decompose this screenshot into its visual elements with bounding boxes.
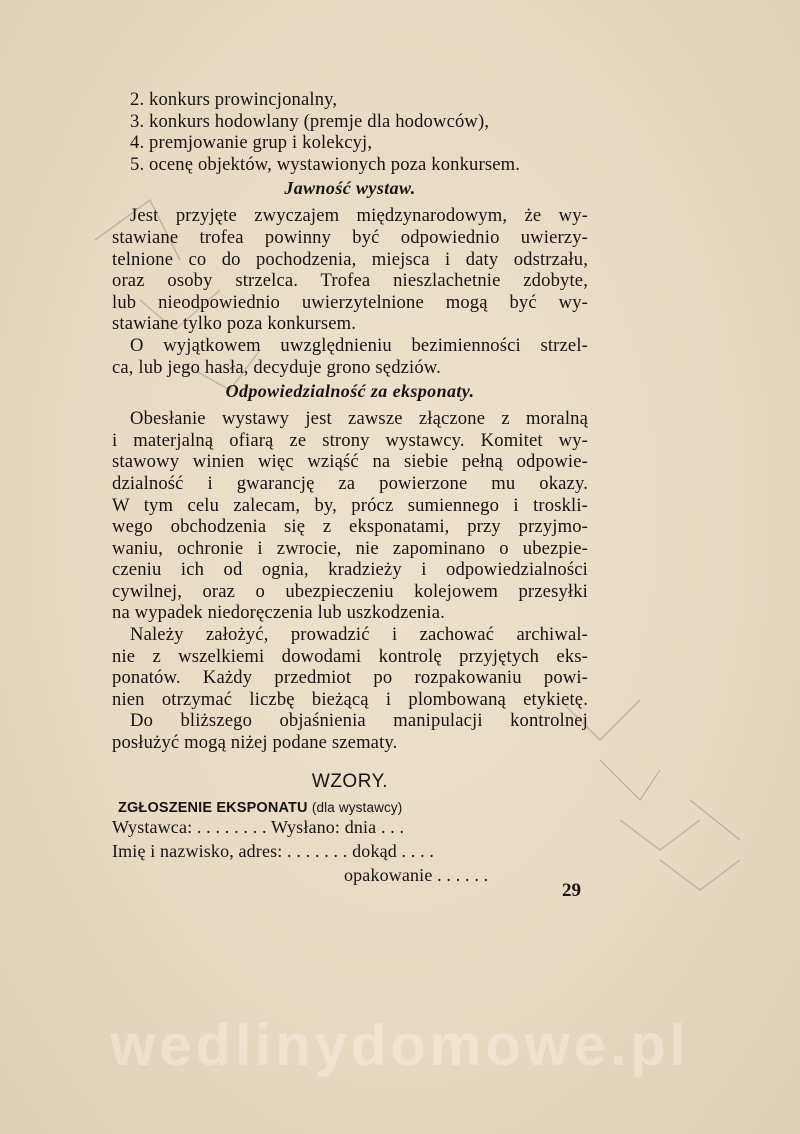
form-line-adres: Imię i nazwisko, adres: . . . . . . . dokąd . . . .	[112, 840, 435, 861]
paragraph-line: telnione co do pochodzenia, miejsca i daty odstrzału,	[112, 248, 588, 270]
paragraph-line: Jest przyjęte zwyczajem międzynarodowym, że wy-	[130, 205, 588, 227]
form-line-opakowanie: opakowanie . . . . . .	[344, 864, 489, 885]
paragraph-line: czeniu ich od ognia, kradzieży i odpowiedzialności	[112, 559, 588, 581]
paragraph-line: ca, lub jego hasła, decyduje grono sędziów.	[112, 356, 441, 378]
paragraph-line: O wyjątkowem uwzględnieniu bezimienności strzel-	[130, 334, 588, 356]
form-line-wystawca: Wystawca: . . . . . . . . Wysłano: dnia . . .	[112, 816, 405, 837]
paragraph-line: Do bliższego objaśnienia manipulacji kontrolnej	[130, 710, 588, 732]
paragraph-line: ponatów. Każdy przedmiot po rozpakowaniu powi-	[112, 667, 588, 689]
paragraph-line: cywilnej, oraz o ubezpieczeniu kolejowem przesyłki	[112, 580, 588, 602]
paragraph-line: nien otrzymać liczbę bieżącą i plombowaną etykietę.	[112, 688, 588, 710]
paragraph-line: stawiane tylko poza konkursem.	[112, 313, 357, 335]
paragraph-line: na wypadek niedoręczenia lub uszkodzenia.	[112, 602, 445, 624]
paragraph-line: oraz osoby strzelca. Trofea nieszlachetnie zdobyte,	[112, 270, 588, 292]
section-heading-jawnosc: Jawność wystaw.	[284, 178, 416, 199]
paragraph-line: dzialność i gwarancję za powierzone mu okazy.	[112, 472, 588, 494]
form-title	[112, 797, 588, 817]
paragraph-line: wego obchodzenia się z eksponatami, przy przyjmo-	[112, 516, 588, 538]
paragraph-line: i materjalną ofiarą ze strony wystawcy. Komitet wy-	[112, 429, 588, 451]
paragraph-line: W tym celu zalecam, by, prócz sumiennego i troskli-	[112, 494, 588, 516]
wzory-title: WZORY.	[311, 770, 389, 792]
page-number: 29	[562, 880, 581, 901]
list-item-5: 5. ocenę objektów, wystawionych poza konkursem.	[130, 153, 521, 175]
form-subtitle: (dla wystawcy)	[311, 799, 403, 815]
paragraph-line: Należy założyć, prowadzić i zachować archiwal-	[130, 624, 588, 646]
section-heading-odpowiedzialnosc: Odpowiedzialność za eksponaty.	[225, 381, 475, 402]
paragraph-line: stawowy winien więc wziąść na siebie pełną odpowie-	[112, 451, 588, 473]
paragraph-line: posłużyć mogą niżej podane szematy.	[112, 732, 398, 754]
paragraph-line: nie z wszelkiemi dowodami kontrolę przyjętych eks-	[112, 645, 588, 667]
list-item-4: 4. premjowanie grup i kolekcyj,	[130, 132, 373, 154]
list-item-2: 2. konkurs prowincjonalny,	[130, 89, 338, 110]
page-text	[112, 89, 588, 889]
paragraph-line: lub nieodpowiednio uwierzytelnione mogą być wy-	[112, 291, 588, 313]
paragraph-line: Obesłanie wystawy jest zawsze złączone z moralną	[130, 408, 588, 430]
paragraph-line: stawiane trofea powinny być odpowiednio uwierzy-	[112, 226, 588, 248]
paragraph-line: waniu, ochronie i zwrocie, nie zapominano o ubezpie-	[112, 537, 588, 559]
form-title-text: ZGŁOSZENIE EKSPONATU	[118, 799, 308, 816]
list-item-3: 3. konkurs hodowlany (premje dla hodowców),	[130, 110, 490, 132]
watermark: wedlinydomowe.pl	[110, 1013, 690, 1078]
